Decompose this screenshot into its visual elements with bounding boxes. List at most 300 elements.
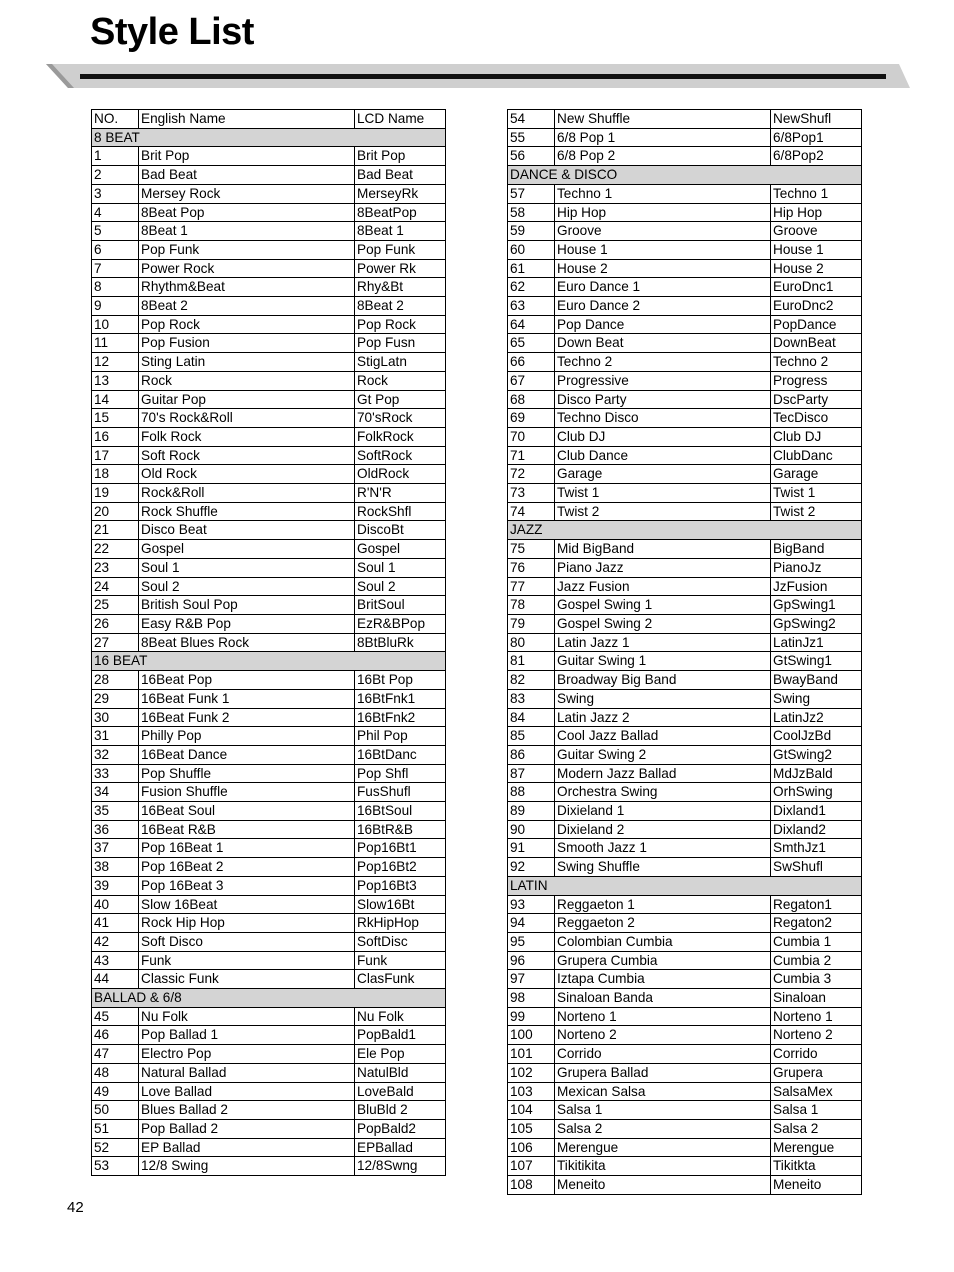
table-row	[92, 671, 446, 690]
style-number: 19	[92, 484, 139, 503]
lcd-name: Regaton1	[771, 895, 862, 914]
style-number: 64	[508, 315, 555, 334]
english-name: 8Beat Blues Rock	[139, 633, 355, 652]
table-row	[92, 970, 446, 989]
lcd-name: LoveBald	[355, 1082, 446, 1101]
table-row	[508, 465, 862, 484]
style-number: 67	[508, 371, 555, 390]
table-row	[92, 1138, 446, 1157]
table-row	[508, 689, 862, 708]
table-row	[92, 783, 446, 802]
english-name: House 2	[555, 259, 771, 278]
table-row	[508, 1157, 862, 1176]
lcd-name: GpSwing1	[771, 596, 862, 615]
english-name: 16Beat Funk 2	[139, 708, 355, 727]
lcd-name: LatinJz2	[771, 708, 862, 727]
table-row	[92, 521, 446, 540]
style-number: 34	[92, 783, 139, 802]
table-row	[508, 427, 862, 446]
lcd-name: PopBald2	[355, 1119, 446, 1138]
style-number: 79	[508, 614, 555, 633]
style-number: 25	[92, 596, 139, 615]
table-row	[92, 278, 446, 297]
english-name: 8Beat 2	[139, 297, 355, 316]
lcd-name: Corrido	[771, 1045, 862, 1064]
english-name: Classic Funk	[139, 970, 355, 989]
table-row	[508, 1026, 862, 1045]
english-name: Disco Beat	[139, 521, 355, 540]
style-number: 99	[508, 1007, 555, 1026]
english-name: Gospel Swing 2	[555, 614, 771, 633]
lcd-name: Soul 2	[355, 577, 446, 596]
english-name: Techno Disco	[555, 409, 771, 428]
lcd-name: Twist 2	[771, 502, 862, 521]
english-name: 16Beat R&B	[139, 820, 355, 839]
style-number: 42	[92, 932, 139, 951]
table-row	[92, 315, 446, 334]
style-number: 96	[508, 951, 555, 970]
lcd-name: SoftDisc	[355, 932, 446, 951]
lcd-name: MdJzBald	[771, 764, 862, 783]
lcd-name: Groove	[771, 222, 862, 241]
english-name: Slow 16Beat	[139, 895, 355, 914]
english-name: Meneito	[555, 1176, 771, 1195]
table-row	[92, 689, 446, 708]
lcd-name: Meneito	[771, 1176, 862, 1195]
table-row	[92, 1063, 446, 1082]
english-name: Norteno 2	[555, 1026, 771, 1045]
lcd-name: BritSoul	[355, 596, 446, 615]
style-number: 101	[508, 1045, 555, 1064]
style-number: 65	[508, 334, 555, 353]
style-number: 27	[92, 633, 139, 652]
english-name: 12/8 Swing	[139, 1157, 355, 1176]
english-name: 16Beat Dance	[139, 745, 355, 764]
table-row	[508, 633, 862, 652]
lcd-name: TecDisco	[771, 409, 862, 428]
english-name: 70's Rock&Roll	[139, 409, 355, 428]
lcd-name: Ele Pop	[355, 1045, 446, 1064]
table-row	[508, 1063, 862, 1082]
lcd-name: R'N'R	[355, 484, 446, 503]
style-number: 47	[92, 1045, 139, 1064]
lcd-name: Pop Shfl	[355, 764, 446, 783]
lcd-name: OrhSwing	[771, 783, 862, 802]
english-name: Pop Ballad 1	[139, 1026, 355, 1045]
lcd-name: SwShufl	[771, 858, 862, 877]
english-name: Pop Dance	[555, 315, 771, 334]
lcd-name: Pop16Bt1	[355, 839, 446, 858]
table-row	[508, 895, 862, 914]
table-row	[508, 1045, 862, 1064]
lcd-name: FusShufl	[355, 783, 446, 802]
lcd-name: BluBld 2	[355, 1101, 446, 1120]
lcd-name: Phil Pop	[355, 727, 446, 746]
style-number: 12	[92, 353, 139, 372]
lcd-name: Gospel	[355, 540, 446, 559]
english-name: Easy R&B Pop	[139, 614, 355, 633]
style-number: 9	[92, 297, 139, 316]
style-number: 87	[508, 764, 555, 783]
style-number: 18	[92, 465, 139, 484]
lcd-name: Garage	[771, 465, 862, 484]
table-row	[92, 409, 446, 428]
lcd-name: Slow16Bt	[355, 895, 446, 914]
table-row	[508, 334, 862, 353]
lcd-name: FolkRock	[355, 427, 446, 446]
style-number: 102	[508, 1063, 555, 1082]
english-name: Smooth Jazz 1	[555, 839, 771, 858]
column-header-english-name: English Name	[139, 110, 355, 129]
table-row	[92, 297, 446, 316]
english-name: Disco Party	[555, 390, 771, 409]
lcd-name: Progress	[771, 371, 862, 390]
style-number: 70	[508, 427, 555, 446]
style-number: 107	[508, 1157, 555, 1176]
style-number: 23	[92, 558, 139, 577]
lcd-name: GtSwing2	[771, 745, 862, 764]
english-name: Latin Jazz 2	[555, 708, 771, 727]
style-number: 36	[92, 820, 139, 839]
english-name: Rock Hip Hop	[139, 914, 355, 933]
english-name: Broadway Big Band	[555, 671, 771, 690]
lcd-name: Merengue	[771, 1138, 862, 1157]
english-name: Rhythm&Beat	[139, 278, 355, 297]
english-name: Blues Ballad 2	[139, 1101, 355, 1120]
style-number: 29	[92, 689, 139, 708]
lcd-name: PopDance	[771, 315, 862, 334]
table-row	[508, 1007, 862, 1026]
style-number: 72	[508, 465, 555, 484]
lcd-name: BwayBand	[771, 671, 862, 690]
lcd-name: Pop16Bt2	[355, 858, 446, 877]
lcd-name: Brit Pop	[355, 147, 446, 166]
style-number: 105	[508, 1119, 555, 1138]
english-name: Pop Shuffle	[139, 764, 355, 783]
english-name: Pop 16Beat 3	[139, 876, 355, 895]
table-row	[92, 951, 446, 970]
table-row	[92, 465, 446, 484]
lcd-name: Swing	[771, 689, 862, 708]
english-name: Progressive	[555, 371, 771, 390]
english-name: Guitar Swing 2	[555, 745, 771, 764]
style-number: 108	[508, 1176, 555, 1195]
style-number: 17	[92, 446, 139, 465]
table-row	[508, 110, 862, 129]
lcd-name: DscParty	[771, 390, 862, 409]
lcd-name: SalsaMex	[771, 1082, 862, 1101]
table-row	[508, 540, 862, 559]
table-row	[92, 427, 446, 446]
table-row	[92, 390, 446, 409]
style-number: 33	[92, 764, 139, 783]
lcd-name: Techno 1	[771, 184, 862, 203]
table-row	[508, 502, 862, 521]
style-number: 13	[92, 371, 139, 390]
english-name: Gospel Swing 1	[555, 596, 771, 615]
lcd-name: Cumbia 1	[771, 932, 862, 951]
style-number: 89	[508, 802, 555, 821]
table-row	[508, 1101, 862, 1120]
lcd-name: Rock	[355, 371, 446, 390]
table-row	[92, 727, 446, 746]
page-number: 42	[67, 1199, 84, 1216]
table-row	[92, 203, 446, 222]
english-name: Colombian Cumbia	[555, 932, 771, 951]
table-row	[508, 1138, 862, 1157]
page-title: Style List	[90, 11, 254, 53]
table-row	[508, 671, 862, 690]
table-row	[508, 614, 862, 633]
table-row	[92, 1101, 446, 1120]
lcd-name: 16BtFnk1	[355, 689, 446, 708]
table-row	[508, 390, 862, 409]
table-row	[92, 446, 446, 465]
style-number: 24	[92, 577, 139, 596]
english-name: Techno 1	[555, 184, 771, 203]
english-name: Soft Disco	[139, 932, 355, 951]
table-row	[92, 1045, 446, 1064]
english-name: Dixieland 2	[555, 820, 771, 839]
english-name: Jazz Fusion	[555, 577, 771, 596]
style-table-left	[91, 109, 446, 1176]
english-name: Salsa 2	[555, 1119, 771, 1138]
lcd-name: Techno 2	[771, 353, 862, 372]
style-number: 56	[508, 147, 555, 166]
lcd-name: GpSwing2	[771, 614, 862, 633]
table-row	[92, 1026, 446, 1045]
table-row	[92, 259, 446, 278]
style-number: 90	[508, 820, 555, 839]
english-name: Folk Rock	[139, 427, 355, 446]
style-number: 95	[508, 932, 555, 951]
english-name: Mexican Salsa	[555, 1082, 771, 1101]
lcd-name: Power Rk	[355, 259, 446, 278]
table-row	[508, 371, 862, 390]
lcd-name: 8Beat 1	[355, 222, 446, 241]
style-number: 92	[508, 858, 555, 877]
english-name: Rock Shuffle	[139, 502, 355, 521]
table-row	[92, 895, 446, 914]
table-row	[508, 1082, 862, 1101]
lcd-name: Bad Beat	[355, 166, 446, 185]
english-name: EP Ballad	[139, 1138, 355, 1157]
lcd-name: EuroDnc1	[771, 278, 862, 297]
style-number: 51	[92, 1119, 139, 1138]
style-number: 61	[508, 259, 555, 278]
style-number: 58	[508, 203, 555, 222]
table-row	[92, 596, 446, 615]
lcd-name: Tikitkta	[771, 1157, 862, 1176]
english-name: Reggaeton 2	[555, 914, 771, 933]
style-number: 83	[508, 689, 555, 708]
table-row	[92, 1082, 446, 1101]
style-number: 30	[92, 708, 139, 727]
lcd-name: ClubDanc	[771, 446, 862, 465]
lcd-name: 16BtSoul	[355, 802, 446, 821]
style-number: 69	[508, 409, 555, 428]
table-row	[92, 1007, 446, 1026]
table-row	[92, 745, 446, 764]
english-name: Pop 16Beat 1	[139, 839, 355, 858]
table-row	[508, 914, 862, 933]
table-row	[508, 1176, 862, 1195]
english-name: Norteno 1	[555, 1007, 771, 1026]
lcd-name: Hip Hop	[771, 203, 862, 222]
table-row	[92, 353, 446, 372]
lcd-name: GtSwing1	[771, 652, 862, 671]
style-number: 7	[92, 259, 139, 278]
lcd-name: Sinaloan	[771, 989, 862, 1008]
style-number: 86	[508, 745, 555, 764]
table-row	[92, 764, 446, 783]
english-name: Philly Pop	[139, 727, 355, 746]
style-number: 77	[508, 577, 555, 596]
english-name: Iztapa Cumbia	[555, 970, 771, 989]
style-number: 104	[508, 1101, 555, 1120]
lcd-name: House 2	[771, 259, 862, 278]
lcd-name: PianoJz	[771, 558, 862, 577]
english-name: Nu Folk	[139, 1007, 355, 1026]
table-row	[92, 577, 446, 596]
category-label: 16 BEAT	[92, 652, 446, 671]
style-number: 54	[508, 110, 555, 129]
table-row	[508, 951, 862, 970]
style-number: 103	[508, 1082, 555, 1101]
table-row	[508, 783, 862, 802]
table-row	[92, 876, 446, 895]
english-name: Merengue	[555, 1138, 771, 1157]
table-row	[508, 932, 862, 951]
table-row	[92, 540, 446, 559]
lcd-name: Pop Funk	[355, 240, 446, 259]
style-number: 3	[92, 184, 139, 203]
english-name: 6/8 Pop 1	[555, 128, 771, 147]
lcd-name: 6/8Pop1	[771, 128, 862, 147]
style-number: 98	[508, 989, 555, 1008]
lcd-name: DiscoBt	[355, 521, 446, 540]
category-row	[92, 128, 446, 147]
english-name: 16Beat Soul	[139, 802, 355, 821]
english-name: British Soul Pop	[139, 596, 355, 615]
lcd-name: NatulBld	[355, 1063, 446, 1082]
lcd-name: DownBeat	[771, 334, 862, 353]
table-row	[92, 184, 446, 203]
table-row	[508, 128, 862, 147]
lcd-name: Gt Pop	[355, 390, 446, 409]
style-number: 37	[92, 839, 139, 858]
lcd-name: 16Bt Pop	[355, 671, 446, 690]
table-row	[508, 745, 862, 764]
table-row	[508, 203, 862, 222]
english-name: Corrido	[555, 1045, 771, 1064]
lcd-name: CoolJzBd	[771, 727, 862, 746]
english-name: Fusion Shuffle	[139, 783, 355, 802]
style-number: 35	[92, 802, 139, 821]
style-number: 55	[508, 128, 555, 147]
english-name: Pop Funk	[139, 240, 355, 259]
style-number: 49	[92, 1082, 139, 1101]
english-name: 16Beat Pop	[139, 671, 355, 690]
style-number: 38	[92, 858, 139, 877]
english-name: Pop Fusion	[139, 334, 355, 353]
table-row	[508, 353, 862, 372]
style-number: 50	[92, 1101, 139, 1120]
table-row	[508, 409, 862, 428]
english-name: Electro Pop	[139, 1045, 355, 1064]
table-row	[508, 577, 862, 596]
style-number: 48	[92, 1063, 139, 1082]
english-name: Down Beat	[555, 334, 771, 353]
lcd-name: Pop Fusn	[355, 334, 446, 353]
english-name: 6/8 Pop 2	[555, 147, 771, 166]
style-number: 100	[508, 1026, 555, 1045]
style-number: 71	[508, 446, 555, 465]
english-name: Pop 16Beat 2	[139, 858, 355, 877]
english-name: Orchestra Swing	[555, 783, 771, 802]
table-row	[508, 484, 862, 503]
english-name: Twist 2	[555, 502, 771, 521]
table-row	[92, 820, 446, 839]
style-number: 41	[92, 914, 139, 933]
table-row	[508, 839, 862, 858]
english-name: Rock	[139, 371, 355, 390]
lcd-name: OldRock	[355, 465, 446, 484]
lcd-name: Pop16Bt3	[355, 876, 446, 895]
table-row	[92, 1119, 446, 1138]
english-name: Euro Dance 2	[555, 297, 771, 316]
table-row	[92, 166, 446, 185]
english-name: Tikitikita	[555, 1157, 771, 1176]
english-name: Techno 2	[555, 353, 771, 372]
table-row	[92, 839, 446, 858]
english-name: Sting Latin	[139, 353, 355, 372]
english-name: Salsa 1	[555, 1101, 771, 1120]
english-name: Pop Ballad 2	[139, 1119, 355, 1138]
english-name: Rock&Roll	[139, 484, 355, 503]
style-number: 88	[508, 783, 555, 802]
table-row	[92, 802, 446, 821]
table-row	[92, 633, 446, 652]
lcd-name: Grupera	[771, 1063, 862, 1082]
lcd-name: RkHipHop	[355, 914, 446, 933]
style-number: 59	[508, 222, 555, 241]
lcd-name: 16BtDanc	[355, 745, 446, 764]
english-name: Sinaloan Banda	[555, 989, 771, 1008]
table-row	[92, 614, 446, 633]
category-row	[508, 876, 862, 895]
style-number: 85	[508, 727, 555, 746]
lcd-name: Norteno 1	[771, 1007, 862, 1026]
style-number: 52	[92, 1138, 139, 1157]
column-header-lcd-name: LCD Name	[355, 110, 446, 129]
style-number: 5	[92, 222, 139, 241]
english-name: Club Dance	[555, 446, 771, 465]
style-number: 31	[92, 727, 139, 746]
lcd-name: Cumbia 3	[771, 970, 862, 989]
english-name: 8Beat 1	[139, 222, 355, 241]
lcd-name: 8BtBluRk	[355, 633, 446, 652]
lcd-name: StigLatn	[355, 353, 446, 372]
english-name: Mersey Rock	[139, 184, 355, 203]
english-name: Modern Jazz Ballad	[555, 764, 771, 783]
english-name: 16Beat Funk 1	[139, 689, 355, 708]
style-number: 74	[508, 502, 555, 521]
lcd-name: Funk	[355, 951, 446, 970]
title-rule	[0, 0, 954, 100]
table-row	[92, 222, 446, 241]
table-row	[92, 558, 446, 577]
